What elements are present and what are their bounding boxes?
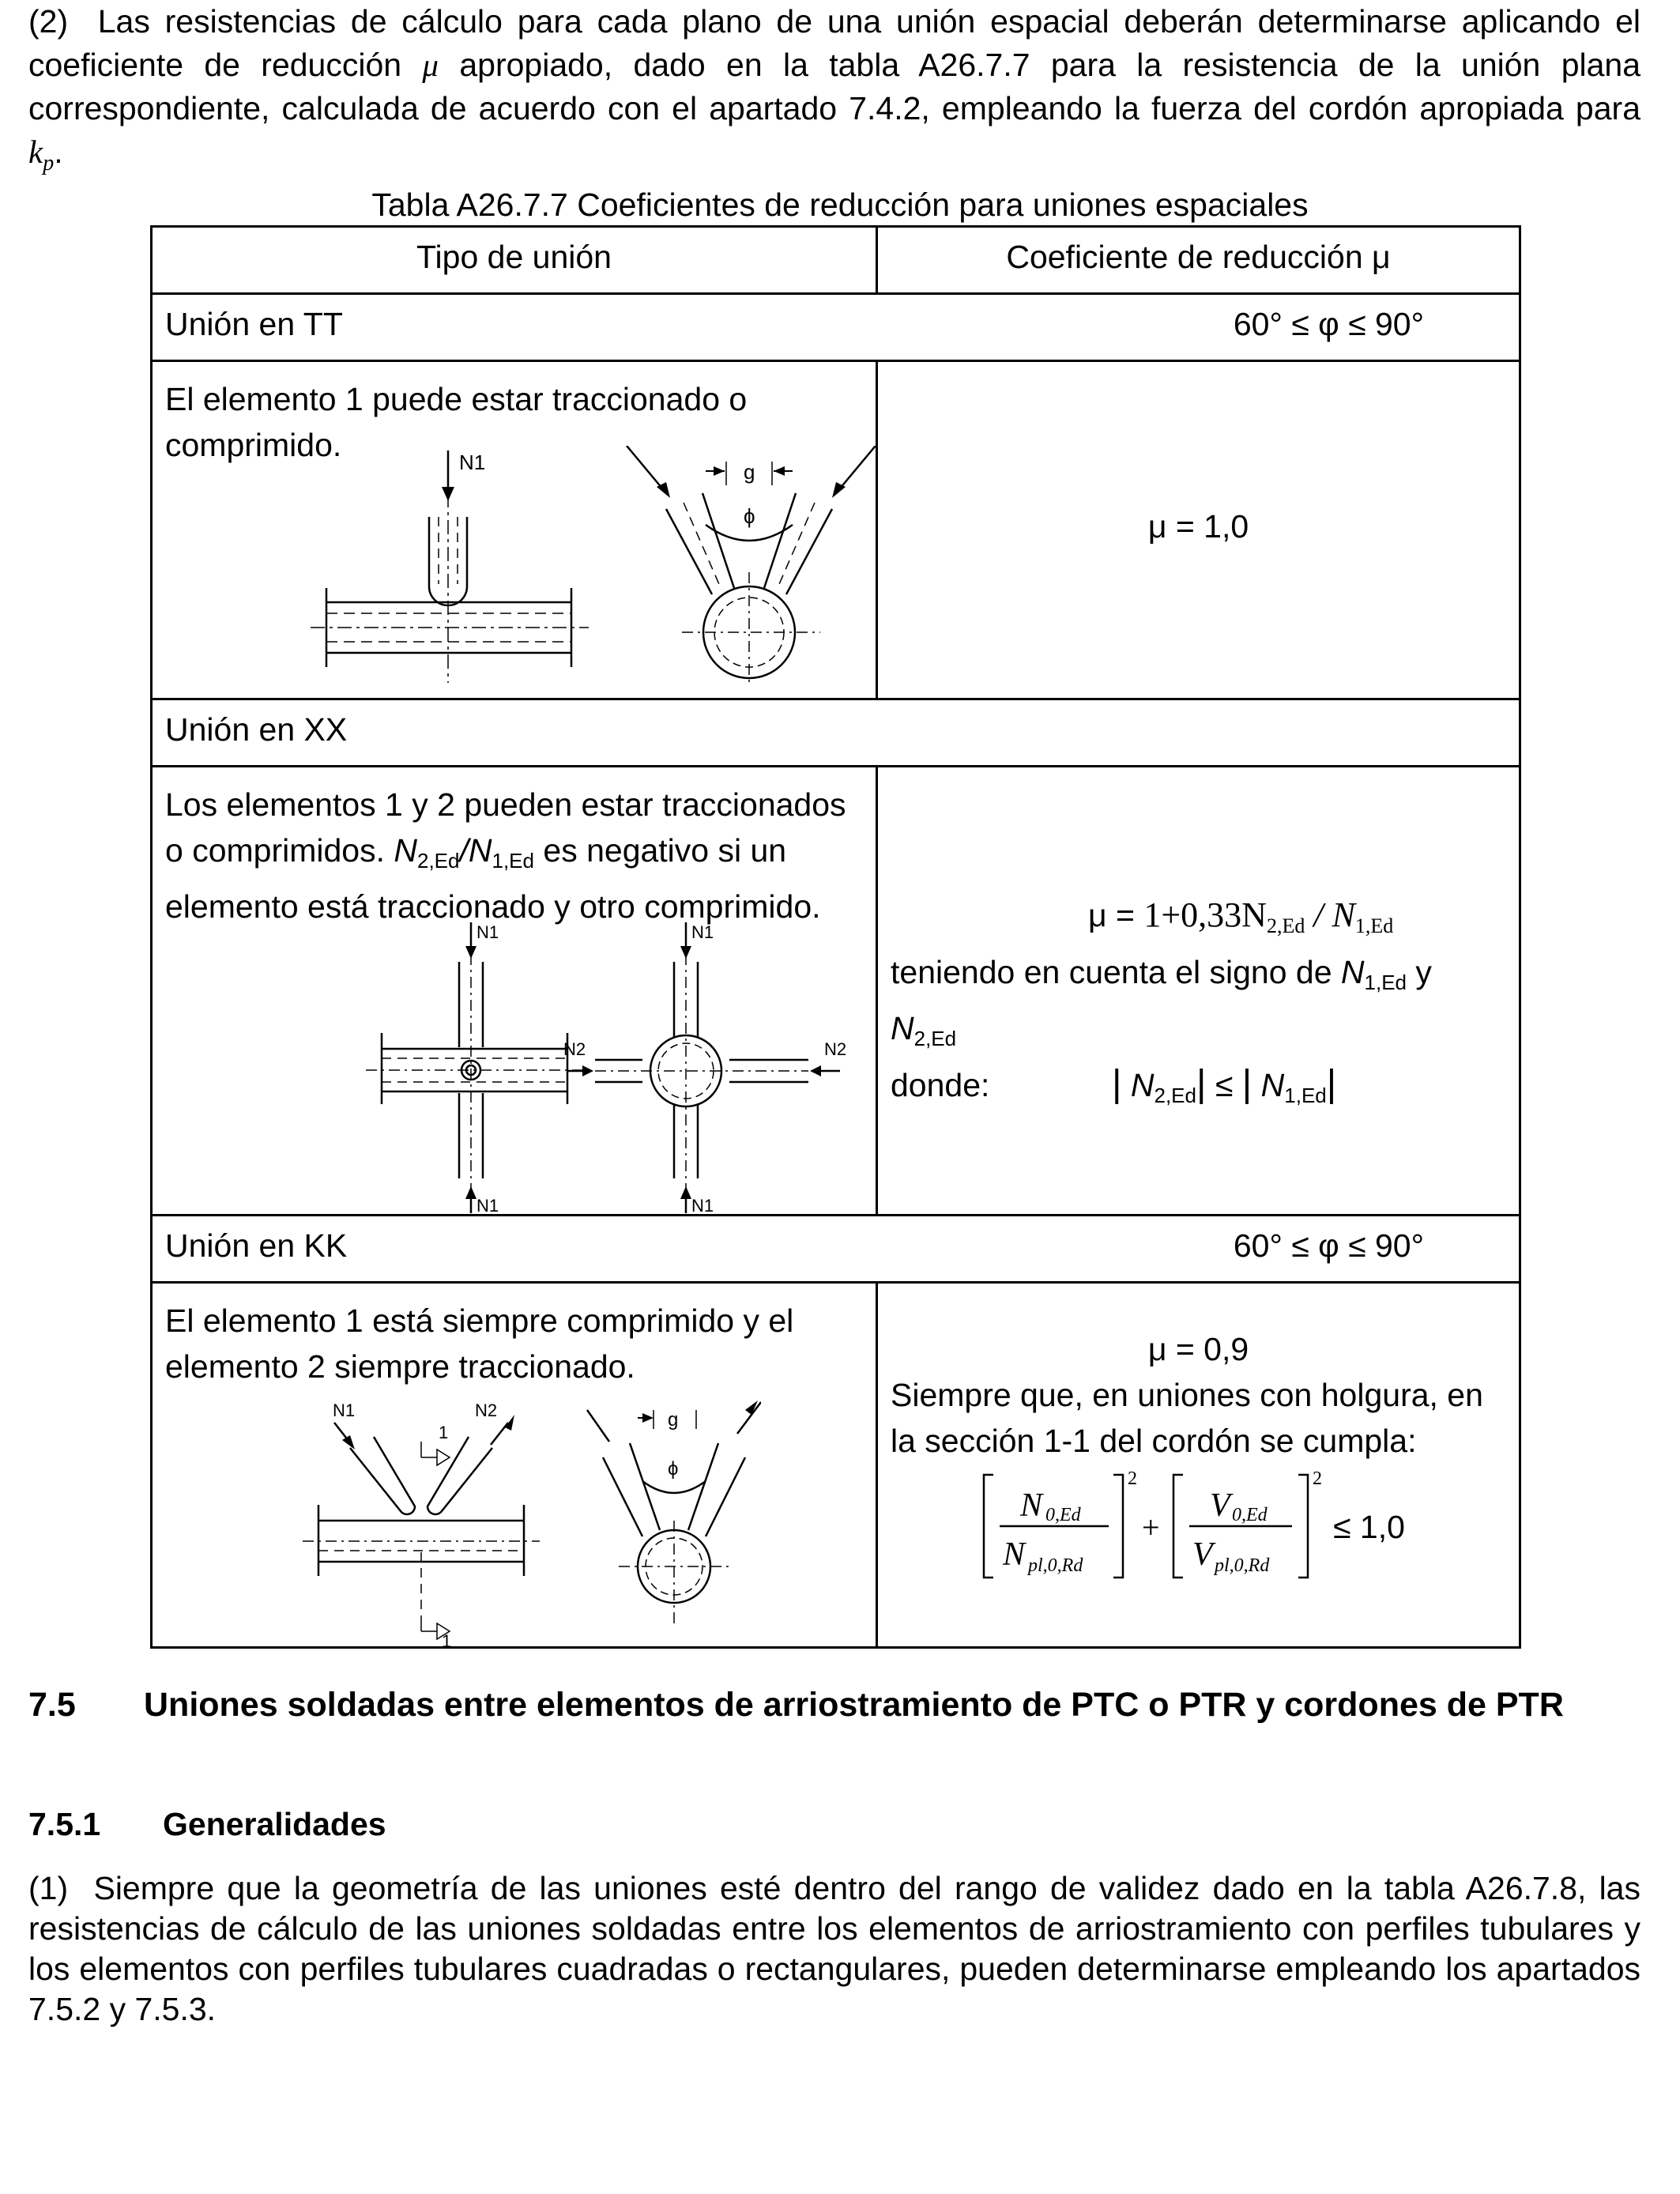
xx-label-n1-bottom-left: N1 <box>477 1196 499 1215</box>
xx-sign-note: teniendo en cuenta el signo de $N_{1,Ed}$ y $N_{2,Ed}$ <box>891 954 1432 1050</box>
coefficients-table <box>150 225 1521 1649</box>
subsection-title: Generalidades <box>163 1806 386 1842</box>
tt-description-cell <box>152 361 877 699</box>
xx-label-n1-top-left: N1 <box>477 922 499 942</box>
xx-label-n1-bottom-right: N1 <box>691 1196 714 1215</box>
kk-ineq-num2: V <box>1210 1487 1230 1524</box>
table-header-row <box>152 227 1520 294</box>
xx-title-row <box>152 699 1520 767</box>
tt-label-phi: ϕ <box>744 504 755 528</box>
kk-ineq-rhs: ≤ 1,0 <box>1333 1509 1405 1545</box>
tt-label-gap: g <box>744 460 755 484</box>
kk-ineq-num1: N <box>1020 1487 1043 1524</box>
tt-label-n1: N1 <box>459 450 486 474</box>
xx-title: Unión en XX <box>165 711 348 748</box>
kk-title: Unión en KK <box>165 1227 348 1264</box>
intro-prefix: (2) <box>28 3 69 40</box>
paragraph-1-prefix: (1) <box>28 1870 69 1906</box>
kk-condition-text: Siempre que, en uniones con holgura, en la sección 1-1 del cordón se cumpla: <box>891 1377 1483 1459</box>
xx-condition: donde: | $N_{2,Ed}|$ ≤ | $N_{1,Ed}|$ <box>891 1063 1337 1107</box>
paragraph-1 <box>28 1868 1640 2030</box>
kk-title-cell <box>152 1216 1520 1283</box>
kk-formula: μ = 0,9 <box>1147 1331 1249 1367</box>
kk-label-n1: N1 <box>333 1400 356 1420</box>
mu-symbol: μ <box>422 47 439 83</box>
tt-body-row <box>152 361 1520 699</box>
kk-ineq-den2: V <box>1192 1536 1213 1573</box>
kk-ineq-num1-sub: 0,Ed <box>1045 1505 1081 1525</box>
subsection-number: 7.5.1 <box>28 1806 101 1842</box>
xx-description: Los elementos 1 y 2 pueden estar traccionados o comprimidos. $N_{2,Ed}/N_{1,Ed}$ es negativo si un elemento está traccionado y otro comprimido. <box>165 786 846 925</box>
kk-label-phi: ϕ <box>668 1458 679 1480</box>
tt-angle-range: 60° ≤ φ ≤ 90° <box>1233 306 1424 342</box>
kk-ineq-plus: + <box>1142 1510 1160 1545</box>
kk-joint-diagram <box>303 1386 761 1647</box>
kk-ineq-num2-sub: 0,Ed <box>1232 1505 1268 1525</box>
xx-formula-cell <box>877 767 1520 1216</box>
kk-ineq-exp1: 2 <box>1128 1468 1137 1489</box>
tt-description: El elemento 1 puede estar traccionado o comprimido. <box>165 381 748 463</box>
tt-formula-cell <box>877 361 1520 699</box>
section-heading <box>28 1683 1640 1726</box>
col-header-type: Tipo de unión <box>152 227 877 294</box>
kk-label-section-top: 1 <box>439 1423 449 1442</box>
col-header-coefficient: Coeficiente de reducción μ <box>877 227 1520 294</box>
tt-title-row <box>152 294 1520 361</box>
paragraph-1-text: Siempre que la geometría de las uniones esté dentro del rango de validez dado en la tabla A26.7.8, las resistencias de cálculo de las uniones soldadas entre los elementos de arriostramiento con perfiles tubulares y los elementos con perfiles tubulares cuadradas o rectangulares, pueden determinarse empleando los apartados 7.5.2 y 7.5.3. <box>28 1870 1640 2027</box>
table-caption: Tabla A26.7.7 Coeficientes de reducción para uniones espaciales <box>371 187 1309 223</box>
kk-label-gap: g <box>668 1409 679 1431</box>
section-number: 7.5 <box>28 1686 76 1724</box>
intro-text-c: . <box>54 134 63 170</box>
tt-title: Unión en TT <box>165 306 343 342</box>
kk-ineq-den1: N <box>1003 1536 1026 1573</box>
section-title: Uniones soldadas entre elementos de arriostramiento de PTC o PTR y cordones de PTR <box>144 1686 1564 1724</box>
kk-label-section-bottom: 1 <box>442 1631 452 1647</box>
subsection-heading <box>28 1806 386 1843</box>
xx-description-cell <box>152 767 877 1216</box>
kk-formula-cell <box>877 1283 1520 1648</box>
kk-ineq-den2-sub: pl,0,Rd <box>1215 1555 1270 1576</box>
kk-body-row <box>152 1283 1520 1648</box>
xx-label-n2-left: N2 <box>563 1039 586 1059</box>
tt-title-cell <box>152 294 1520 361</box>
tt-joint-diagram <box>295 446 880 683</box>
kk-ineq-exp2: 2 <box>1313 1468 1322 1489</box>
kp-symbol: $k_p$ <box>28 134 55 176</box>
intro-text-b: apropiado, dado en la tabla A26.7.7 para la resistencia de la unión plana correspondiente, calculada de acuerdo con el apartado 7.4.2, empleando la fuerza del cordón apropiada para <box>28 47 1641 126</box>
xx-formula: $\mu = 1+0,33N_{2,Ed} / N_{1,Ed}$ <box>1088 895 1394 937</box>
xx-label-n1-top-right: N1 <box>691 922 714 942</box>
xx-body-row <box>152 767 1520 1216</box>
xx-joint-diagram <box>366 922 872 1215</box>
xx-label-n2-right: N2 <box>824 1039 847 1059</box>
kk-inequality <box>891 1467 1491 1585</box>
kk-ineq-den1-sub: pl,0,Rd <box>1028 1555 1083 1576</box>
kk-title-row <box>152 1216 1520 1283</box>
tt-formula: μ = 1,0 <box>1147 508 1249 545</box>
kk-description-cell <box>152 1283 877 1648</box>
xx-title-cell <box>152 699 1520 767</box>
intro-text-a: Las resistencias de cálculo para cada plano de una unión espacial deberán determinarse aplicando el coeficiente de reducción <box>28 3 1640 83</box>
kk-description: El elemento 1 está siempre comprimido y el elemento 2 siempre traccionado. <box>165 1302 794 1385</box>
intro-paragraph <box>28 0 1640 185</box>
kk-angle-range: 60° ≤ φ ≤ 90° <box>1233 1227 1424 1264</box>
kk-label-n2: N2 <box>475 1400 498 1420</box>
